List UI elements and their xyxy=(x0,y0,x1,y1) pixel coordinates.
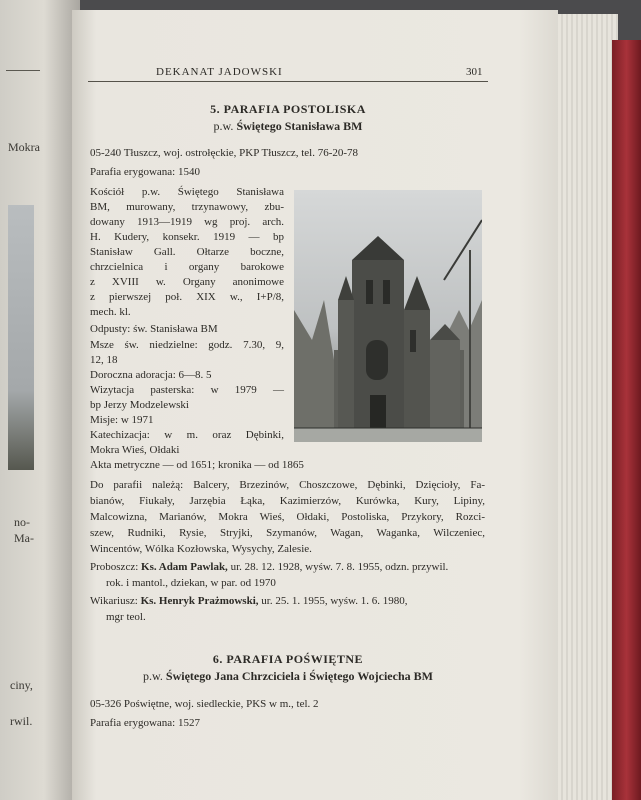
left-facing-page xyxy=(0,0,80,800)
subtitle-name: Świętego Jana Chrzciciela i Świętego Wojciecha BM xyxy=(165,669,433,683)
villages-line: Malcowizna, Marianów, Mokra Wieś, Ołdaki, Postoliska, Przykory, Rozci- xyxy=(90,511,485,523)
villages-line: Do parafii należą: Balcery, Brzezinów, Choszczowe, Dębinki, Dzięcioły, Fa- xyxy=(90,479,485,491)
text-line: BM, murowany, trzynawowy, zbu- xyxy=(90,201,284,213)
text-line: H. Kudery, konsekr. 1919 — bp xyxy=(90,231,284,243)
text-line: Katechizacja: w m. oraz Dębinki, xyxy=(90,429,284,441)
acts-line: Akta metryczne — od 1651; kronika — od 1865 xyxy=(90,459,304,471)
parson-line xyxy=(90,560,448,574)
section-subtitle xyxy=(80,669,496,684)
left-page-word: ciny, xyxy=(10,678,33,692)
text-line: Kościół p.w. Świętego Stanisława xyxy=(90,186,284,198)
church-photo xyxy=(294,190,482,442)
villages-line: Wincentów, Wólka Kozłowska, Wysychy, Zalesie. xyxy=(90,543,312,555)
left-page-rule xyxy=(6,70,40,71)
parson-label: Proboszcz: xyxy=(90,561,139,573)
left-page-word: rwil. xyxy=(10,714,33,728)
header-rule xyxy=(88,81,488,82)
villages-line: bianów, Fiukały, Jarzębia Łąka, Kazimierzów, Kurówka, Kury, Lipiny, xyxy=(90,495,485,507)
subtitle-name: Świętego Stanisława BM xyxy=(236,119,363,133)
left-page-word: Ma- xyxy=(14,531,34,545)
text-line: z XVIII w. Organy anonimowe xyxy=(90,276,284,288)
left-page-word: Mokra xyxy=(8,140,40,154)
book-cover xyxy=(612,40,641,800)
vicar-details: ur. 25. 1. 1955, wyśw. 1. 6. 1980, xyxy=(261,595,408,607)
subtitle-prefix: p.w. xyxy=(143,669,163,683)
founded-line: Parafia erygowana: 1540 xyxy=(90,166,200,178)
text-line: chrzcielnica i organy barokowe xyxy=(90,261,284,273)
parson-details: ur. 28. 12. 1928, wyśw. 7. 8. 1955, odzn. przywil. xyxy=(230,561,449,573)
running-head: DEKANAT JADOWSKI xyxy=(156,66,283,78)
section-subtitle xyxy=(80,119,496,134)
text-line: Stanisław Gall. Ołtarze boczne, xyxy=(90,246,284,258)
text-line: z pierwszej poł. XIX w., I+P/8, xyxy=(90,291,284,303)
text-line: Wizytacja pasterska: w 1979 — xyxy=(90,384,284,396)
subtitle-prefix: p.w. xyxy=(213,119,234,133)
church-illustration xyxy=(294,190,482,442)
text-line: mech. kl. xyxy=(90,306,131,318)
text-line: Odpusty: św. Stanisława BM xyxy=(90,323,218,335)
address-line: 05-240 Tłuszcz, woj. ostrołęckie, PKP Tłuszcz, tel. 76-20-78 xyxy=(90,147,359,159)
text-line: Mokra Wieś, Ołdaki xyxy=(90,444,180,456)
page-edges xyxy=(548,14,618,800)
villages-line: szew, Rudniki, Rysie, Stryjki, Szymanów, Wagan, Waganka, Wilczeniec, xyxy=(90,527,485,539)
page-number: 301 xyxy=(466,66,483,78)
text-line: Msze św. niedzielne: godz. 7.30, 9, xyxy=(90,339,284,351)
text-line: Misje: w 1971 xyxy=(90,414,154,426)
founded-line: Parafia erygowana: 1527 xyxy=(90,717,200,729)
vicar-name: Ks. Henryk Prażmowski, xyxy=(140,595,259,607)
section-title: 6. PARAFIA POŚWIĘTNE xyxy=(212,652,364,666)
address-line: 05-326 Poświętne, woj. siedleckie, PKS w m., tel. 2 xyxy=(90,698,319,710)
text-line: bp Jerzy Modzelewski xyxy=(90,399,189,411)
text-line: dowany 1913—1919 wg proj. arch. xyxy=(90,216,284,228)
parson-name: Ks. Adam Pawlak, xyxy=(141,561,228,573)
text-line: Doroczna adoracja: 6—8. 5 xyxy=(90,369,212,381)
vicar-label: Wikariusz: xyxy=(90,595,138,607)
left-page-photo xyxy=(8,205,34,470)
vicar-line xyxy=(90,594,408,608)
text-line: 12, 18 xyxy=(90,354,118,366)
left-page-word: no- xyxy=(14,515,30,529)
parson-line-2: rok. i mantol., dziekan, w par. od 1970 xyxy=(106,577,276,589)
section-title: 5. PARAFIA POSTOLISKA xyxy=(210,102,366,116)
vicar-line-2: mgr teol. xyxy=(106,611,146,623)
